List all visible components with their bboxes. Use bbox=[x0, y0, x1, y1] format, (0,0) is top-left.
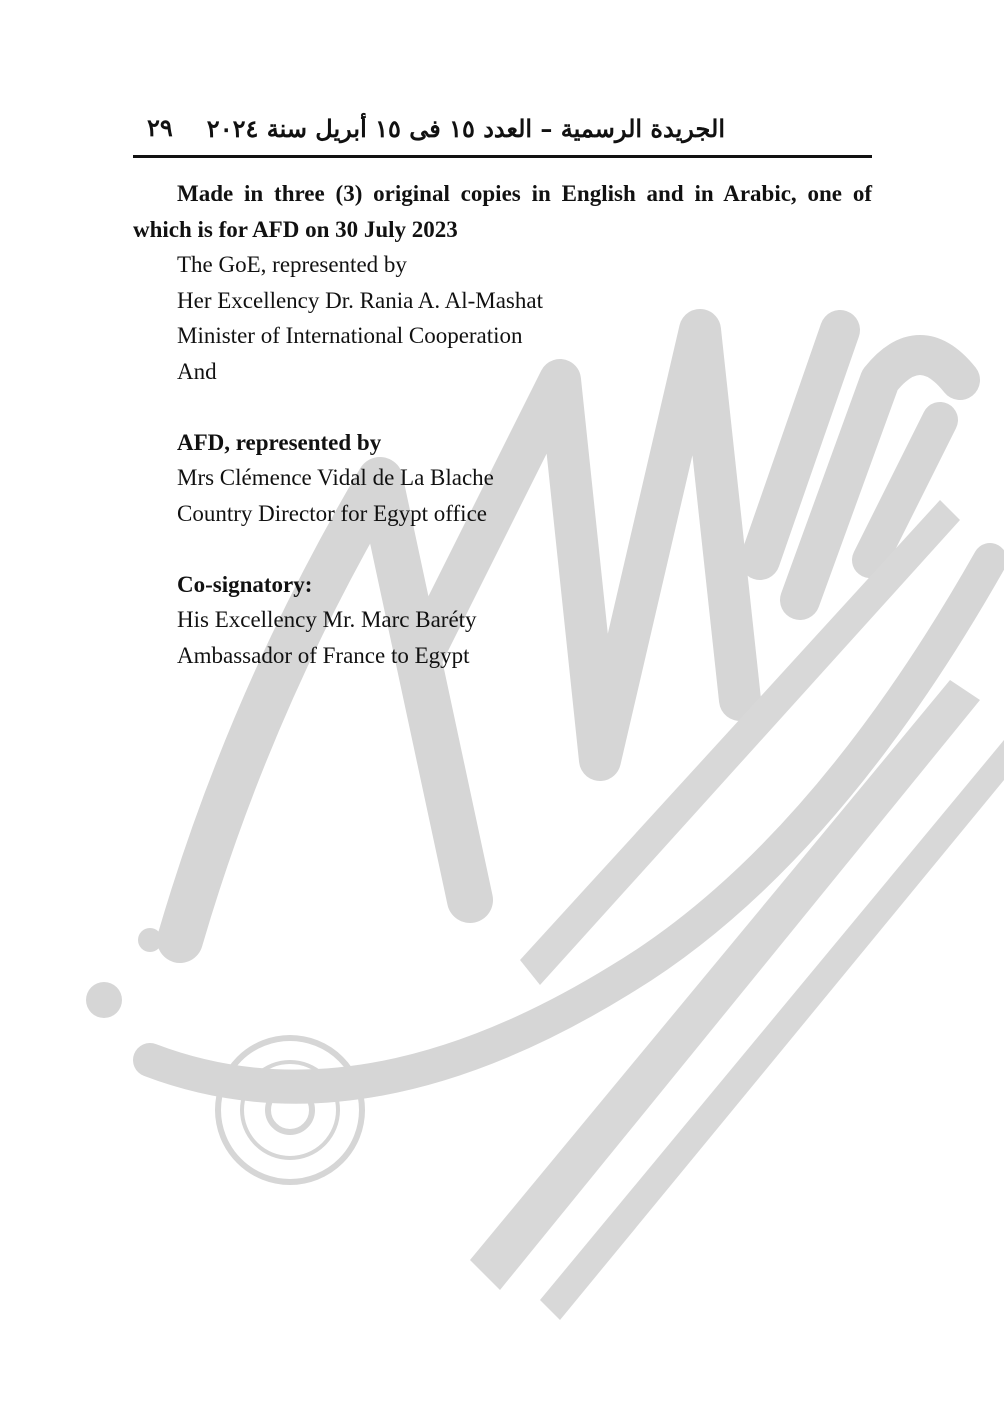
cosignatory-heading: Co-signatory: bbox=[177, 571, 313, 597]
cosignatory-title: Ambassador of France to Egypt bbox=[177, 642, 470, 668]
watermark-seal-outer bbox=[218, 1038, 362, 1182]
watermark-band-1 bbox=[470, 680, 980, 1290]
watermark-letter-i2 bbox=[870, 420, 940, 560]
intro-paragraph: Made in three (3) original copies in English and in Arabic, one of which is for AFD on 30 July 2023 bbox=[133, 181, 872, 242]
watermark-seal-inner bbox=[242, 1062, 338, 1158]
watermark-dot-2 bbox=[138, 928, 162, 952]
afd-signatory-title: Country Director for Egypt office bbox=[177, 500, 487, 526]
page-header bbox=[133, 112, 872, 152]
watermark-dot bbox=[86, 982, 122, 1018]
gazette-title: الجريدة الرسمية – العدد ١٥ فى ١٥ أبريل سنة ٢٠٢٤ bbox=[206, 114, 725, 143]
watermark-seal-center bbox=[268, 1088, 312, 1132]
and-connector: And bbox=[177, 358, 217, 384]
spacer bbox=[133, 531, 872, 567]
afd-heading: AFD, represented by bbox=[177, 429, 382, 455]
goe-represented-by: The GoE, represented by bbox=[177, 252, 407, 277]
page-number: ٢٩ bbox=[147, 116, 173, 142]
header-rule bbox=[133, 155, 872, 158]
watermark-band-2 bbox=[540, 740, 1004, 1320]
spacer bbox=[133, 389, 872, 425]
goe-signatory-title: Minister of International Cooperation bbox=[177, 323, 523, 348]
cosignatory-name: His Excellency Mr. Marc Baréty bbox=[177, 607, 477, 632]
document-body bbox=[133, 176, 872, 673]
goe-signatory-name: Her Excellency Dr. Rania A. Al-Mashat bbox=[177, 287, 543, 313]
afd-signatory-name: Mrs Clémence Vidal de La Blache bbox=[177, 465, 494, 490]
